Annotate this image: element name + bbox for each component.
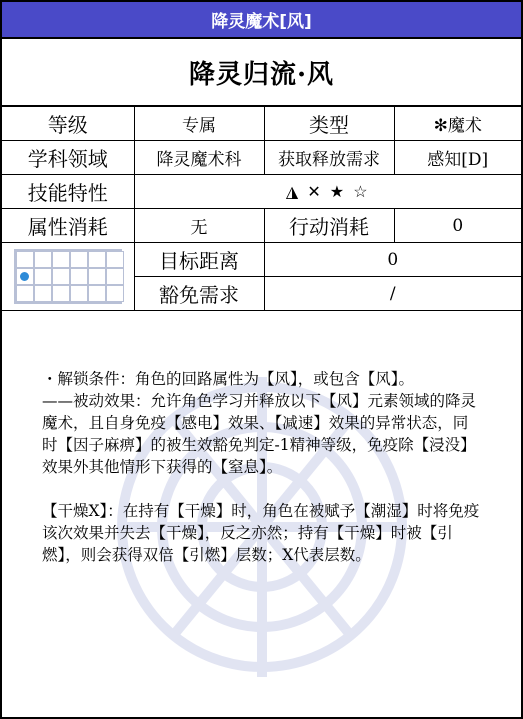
- skill-info-table: [2, 106, 521, 311]
- requirement-value: 感知[D]: [394, 141, 521, 175]
- type-value: ✻魔术: [394, 107, 521, 141]
- immunity-label: 豁免需求: [134, 277, 264, 311]
- attribute-cost-value: 无: [134, 209, 264, 243]
- immunity-value: /: [264, 277, 521, 311]
- range-label: 目标距离: [134, 243, 264, 277]
- banner-title: 降灵魔术[风]: [211, 12, 312, 32]
- range-value: 0: [264, 243, 521, 277]
- dry-status-description: 【干燥X】：在持有【干燥】时，角色在被赋予【潮湿】时将免疫该次效果并失去【干燥】，反之亦然；持有【干燥】时被【引燃】，则会获得双倍【引燃】层数；X代表层数。: [42, 502, 480, 564]
- passive-effect: ——被动效果：允许角色学习并释放以下【风】元素领域的降灵魔术，且自身免疫【感电】效果、【减速】效果的异常状态，同时【因子麻痹】的被生效豁免判定-1精神等级，免疫除【浸没】效果外其他情形下获得的【窒息】。: [42, 392, 477, 476]
- trait-label: 技能特性: [2, 175, 134, 209]
- range-grid-icon: [14, 249, 122, 304]
- field-value: 降灵魔术科: [134, 141, 264, 175]
- skill-name: 降灵归流·风: [2, 39, 521, 106]
- rank-label: 等级: [2, 107, 134, 141]
- attribute-cost-label: 属性消耗: [2, 209, 134, 243]
- trait-icons: ◮ ✕ ★ ☆: [134, 175, 521, 209]
- action-cost-label: 行动消耗: [264, 209, 394, 243]
- rank-value: 专属: [134, 107, 264, 141]
- field-label: 学科领域: [2, 141, 134, 175]
- range-grid-cell: [2, 243, 134, 311]
- action-cost-value: 0: [394, 209, 521, 243]
- requirement-label: 获取释放需求: [264, 141, 394, 175]
- card-banner: [2, 2, 521, 39]
- type-label: 类型: [264, 107, 394, 141]
- caster-position-dot: [16, 268, 34, 285]
- unlock-condition: ・解锁条件：角色的回路属性为【风】，或包含【风】。: [42, 370, 415, 388]
- skill-description: [42, 368, 482, 566]
